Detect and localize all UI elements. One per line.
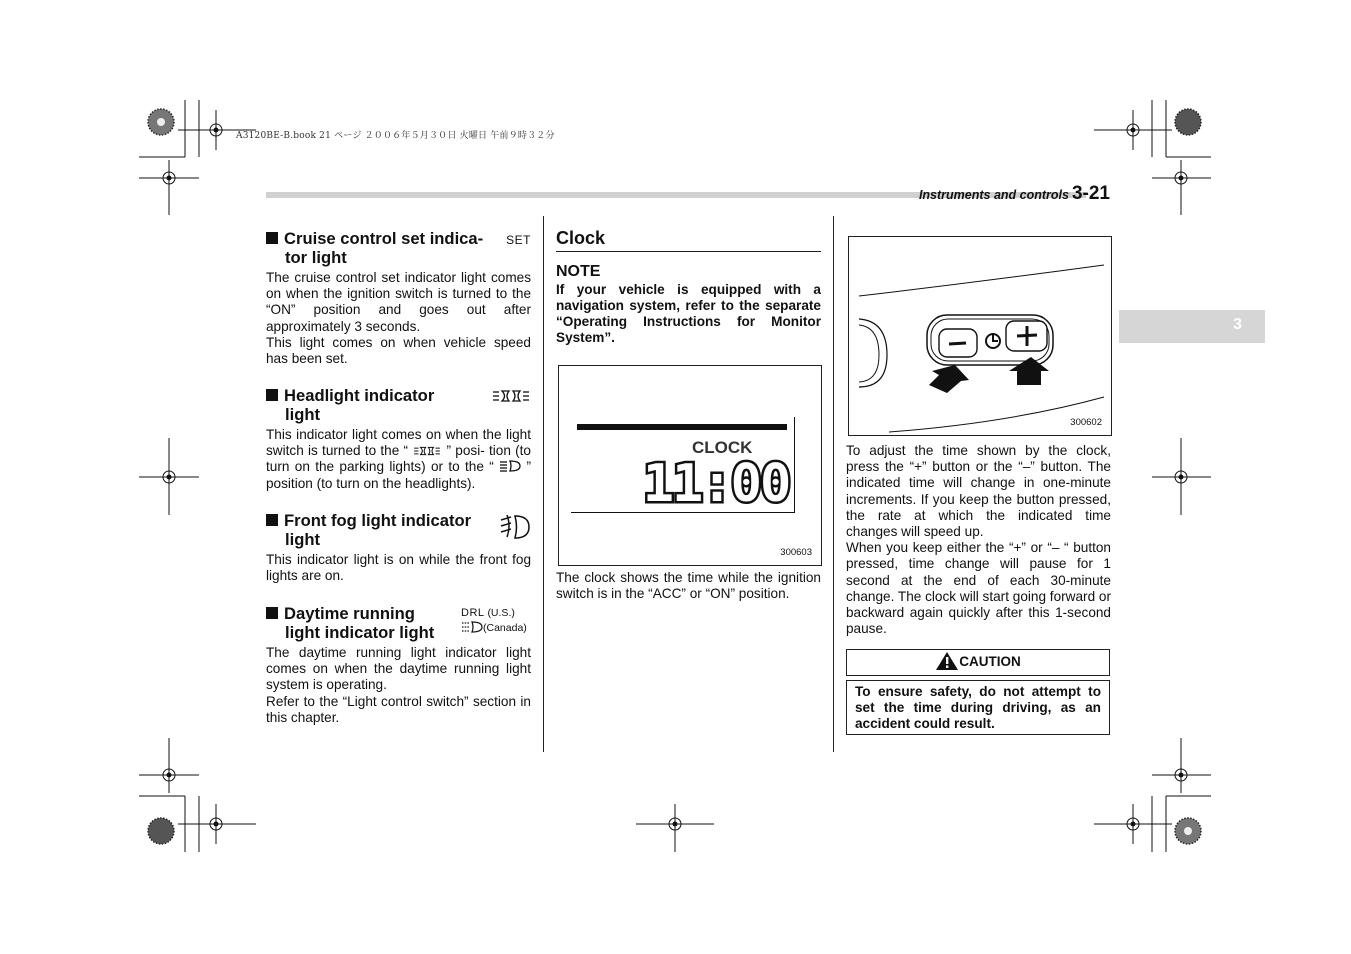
drl-para: The daytime running light indicator light comes on when the daytime running light system is operating.: [266, 645, 531, 693]
warning-icon: [935, 651, 959, 671]
drl-section: [266, 604, 531, 726]
cruise-section: [266, 229, 531, 367]
minus-icon: [939, 329, 977, 357]
cruise-para: The cruise control set indicator light comes on when the ignition switch is turned to the “ON” position and goes out after approximately 3 seconds.: [266, 270, 531, 334]
arrow-up-icon: [929, 365, 969, 393]
headlight-icon: [499, 460, 521, 472]
clock-buttons-figure: [848, 236, 1112, 436]
headlight-heading: Headlight indicator light: [266, 386, 531, 424]
registration-mark-icon: [178, 804, 256, 844]
bullet-square: [266, 514, 278, 526]
fog-section: [266, 511, 531, 584]
starburst-mark-icon: [148, 109, 174, 135]
registration-mark-icon: [1094, 110, 1172, 150]
page-number: 3-21: [1071, 183, 1110, 204]
starburst-mark-icon: [148, 818, 174, 844]
fog-heading: Front fog light indicator light: [266, 511, 531, 549]
registration-mark-icon: [1152, 738, 1211, 793]
figure-number: 300603: [780, 547, 812, 558]
cruise-heading: Cruise control set indica- tor light SET: [266, 229, 531, 267]
registration-mark-icon: [139, 438, 199, 515]
bullet-square: [266, 607, 278, 619]
starburst-mark-icon: [1175, 109, 1201, 135]
adjust-para: To adjust the time shown by the clock, press the “+” button or the “–” button. The indicated time will change in one-minute increments. If you keep the button pressed, the rate at which the indicated time changes will speed up.: [846, 443, 1111, 540]
fog-light-icon: [499, 514, 531, 540]
registration-mark-icon: [139, 738, 199, 793]
clock-display-figure: [558, 365, 822, 566]
fog-para: This indicator light is on while the front fog lights are on.: [266, 552, 531, 584]
starburst-mark-icon: [1175, 818, 1201, 844]
display-right-edge: [794, 417, 795, 513]
bullet-square: [266, 389, 278, 401]
adjust-para: When you keep either the “+” or “– “ button pressed, time change will pause for 1 second at the end of each 30-minute change. The clock will start going forward or backward again quickly after this 1-second pause.: [846, 540, 1111, 637]
svg-text:11:00: 11:00: [642, 454, 790, 514]
clock-para: The clock shows the time while the ignition switch is in the “ACC” or “ON” position.: [556, 570, 821, 602]
print-info: A3120BE-B.book 21 ページ ２００６年５月３０日 火曜日 午前９時３２分: [236, 131, 555, 141]
registration-mark-icon: [1152, 160, 1211, 215]
display-top-bar: [577, 424, 787, 430]
registration-mark-icon: [1094, 804, 1172, 844]
registration-mark-icon: [636, 804, 714, 852]
section-name: Instruments and controls: [918, 188, 1069, 202]
display-label: CLOCK: [692, 438, 753, 457]
clock-digits: [642, 454, 790, 514]
caution-text: To ensure safety, do not attempt to set the time during driving, as an accident could result.: [846, 680, 1110, 735]
headlight-para: This indicator light comes on when the light switch is turned to the “ ” posi- tion (to turn on the parking lights) or to the “ ” position (to turn on the headlights).: [266, 427, 532, 491]
registration-mark-icon: [1152, 438, 1211, 515]
plus-icon: [1006, 321, 1047, 351]
drl-symbols: DRL (U.S.) (Canada): [461, 607, 527, 634]
running-header: [919, 183, 1110, 205]
column-divider: [833, 216, 834, 752]
set-icon: SET: [506, 233, 531, 247]
note-title: NOTE: [556, 263, 601, 280]
note-text: If your vehicle is equipped with a navigation system, refer to the separate “Operating Instructions for Monitor System”.: [556, 282, 821, 345]
drl-heading: Daytime running light indicator light DRL (U.S.) (Canada): [266, 604, 531, 642]
figure-number: 300602: [1070, 417, 1102, 428]
clock-title: Clock: [556, 228, 821, 252]
clock-section: [556, 228, 821, 346]
drl-us-icon: DRL: [461, 607, 485, 619]
bullet-square: [266, 232, 278, 244]
drl-para: Refer to the “Light control switch” section in this chapter.: [266, 693, 531, 725]
headlight-section: [266, 386, 531, 492]
registration-mark-icon: [139, 160, 199, 215]
chapter-tab: 3: [1119, 310, 1265, 343]
clock-panel-drawing: [849, 237, 1111, 435]
cruise-para: This light comes on when vehicle speed has been set.: [266, 334, 531, 367]
drl-canada-icon: [461, 621, 483, 633]
parking-light-icon: [491, 389, 531, 403]
adjust-section: [846, 443, 1111, 637]
caution-header: CAUTION: [846, 649, 1110, 676]
column-divider: [543, 216, 544, 752]
parking-light-icon: [412, 446, 442, 456]
